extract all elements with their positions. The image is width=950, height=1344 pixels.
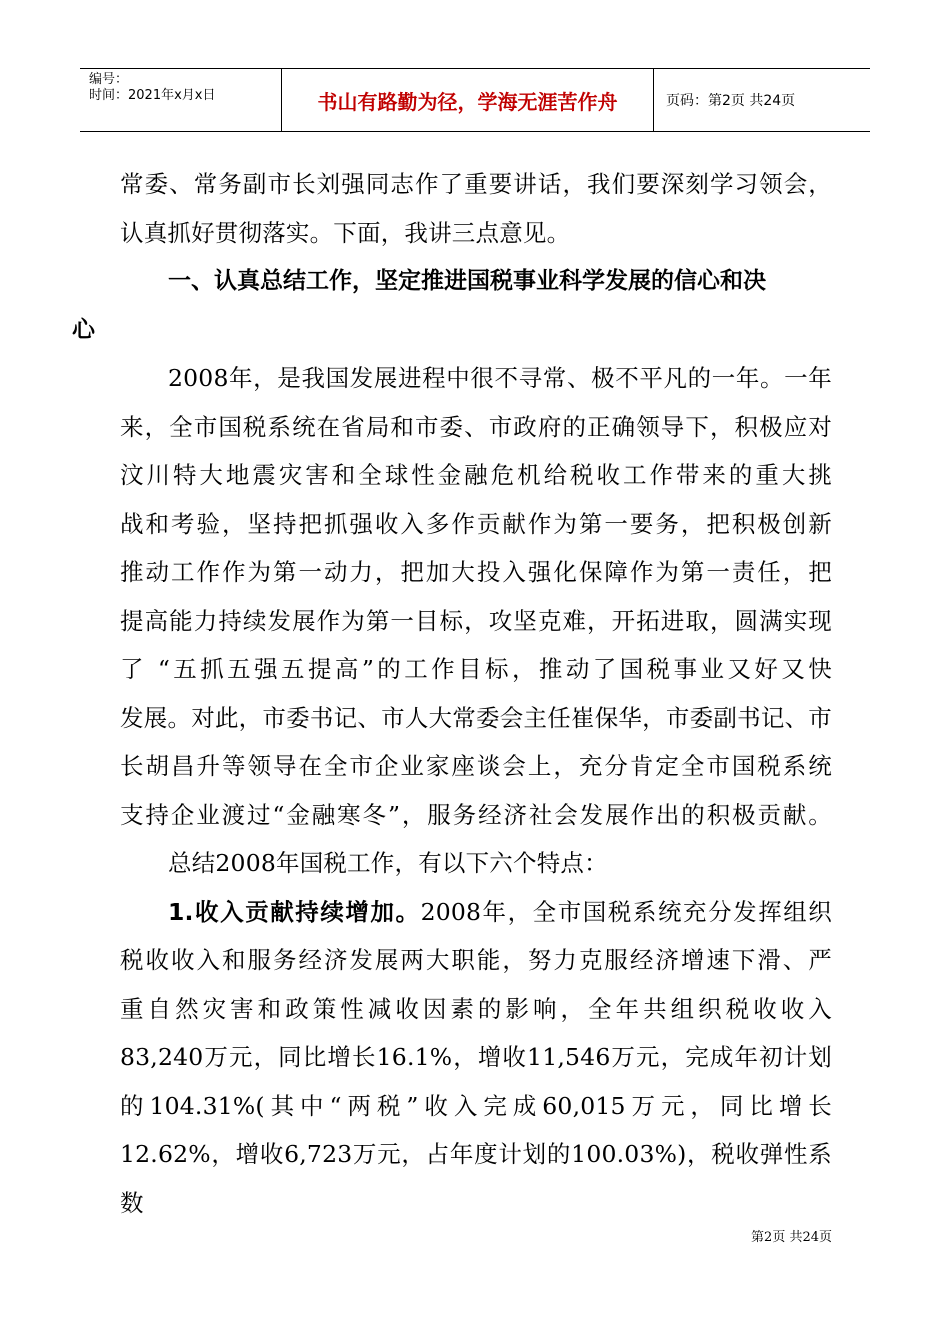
point1-line: [120, 888, 832, 937]
paragraph-line: 提高能力持续发展作为第一目标，攻坚克难，开拓进取，圆满实现: [120, 606, 832, 635]
paragraph-line: 支持企业渡过“金融寒冬”，服务经济社会发展作出的积极贡献。: [120, 800, 832, 829]
header-meta: [80, 69, 282, 131]
point1-first: 2008年，全市国税系统充分发挥组织: [420, 897, 833, 926]
paragraph-line: 的104.31%(其中“两税”收入完成60,015万元，同比增长: [120, 1091, 832, 1120]
paragraph-line: 了 “五抓五强五提高”的工作目标，推动了国税事业又好又快: [120, 655, 832, 683]
paragraph-line: 长胡昌升等领导在全市企业家座谈会上，充分肯定全市国税系统: [120, 752, 832, 780]
paragraph-line: 发展。对此，市委书记、市人大常委会主任崔保华，市委副书记、市: [120, 703, 832, 732]
paragraph-line: 重自然灾害和政策性减收因素的影响，全年共组织税收收入: [120, 994, 832, 1023]
document-body: [72, 160, 833, 1227]
paragraph-line: 战和考验，坚持把抓强收入多作贡献作为第一要务，把积极创新: [120, 509, 832, 538]
summary-line: 总结2008年国税工作，有以下六个特点：: [168, 849, 608, 877]
body-line: 认真抓好贯彻落实。下面，我讲三点意见。: [120, 218, 571, 247]
header-number-label: 编号：: [89, 72, 129, 87]
header-page-label: 页码：第2页 共24页: [666, 93, 796, 109]
paragraph-line: 汶川特大地震灾害和全球性金融危机给税收工作带来的重大挑: [120, 461, 832, 489]
section-heading: [72, 257, 832, 354]
paragraph-line: 推动工作作为第一动力，把加大投入强化保障作为第一责任，把: [120, 558, 832, 586]
paragraph-line: 12.62%，增收6,723万元，占年度计划的100.03%)，税收弹性系数: [120, 1140, 832, 1217]
paragraph-line: 税收收入和服务经济发展两大职能，努力克服经济增速下滑、严: [120, 946, 832, 974]
section-heading-line1: 一、认真总结工作，坚定推进国税事业科学发展的信心和决: [168, 268, 766, 294]
section-heading-line2: 心: [72, 316, 95, 343]
paragraph-line: 2008年，是我国发展进程中很不寻常、极不平凡的一年。一年: [168, 364, 832, 392]
paragraph-line: 来，全市国税系统在省局和市委、市政府的正确领导下，积极应对: [120, 412, 832, 441]
body-line: 常委、常务副市长刘强同志作了重要讲话，我们要深刻学习领会，: [120, 170, 832, 198]
page-header: [80, 68, 870, 132]
header-date-label: 时间：2021年x月x日: [89, 88, 216, 103]
paragraph-line: 83,240万元，同比增长16.1%，增收11,546万元，完成年初计划: [120, 1043, 832, 1071]
point1-lead: 1.收入贡献持续增加。: [168, 897, 421, 926]
header-motto: 书山有路勤为径，学海无涯苦作舟: [282, 69, 654, 131]
page-footer: 第2页 共24页: [751, 1230, 832, 1245]
